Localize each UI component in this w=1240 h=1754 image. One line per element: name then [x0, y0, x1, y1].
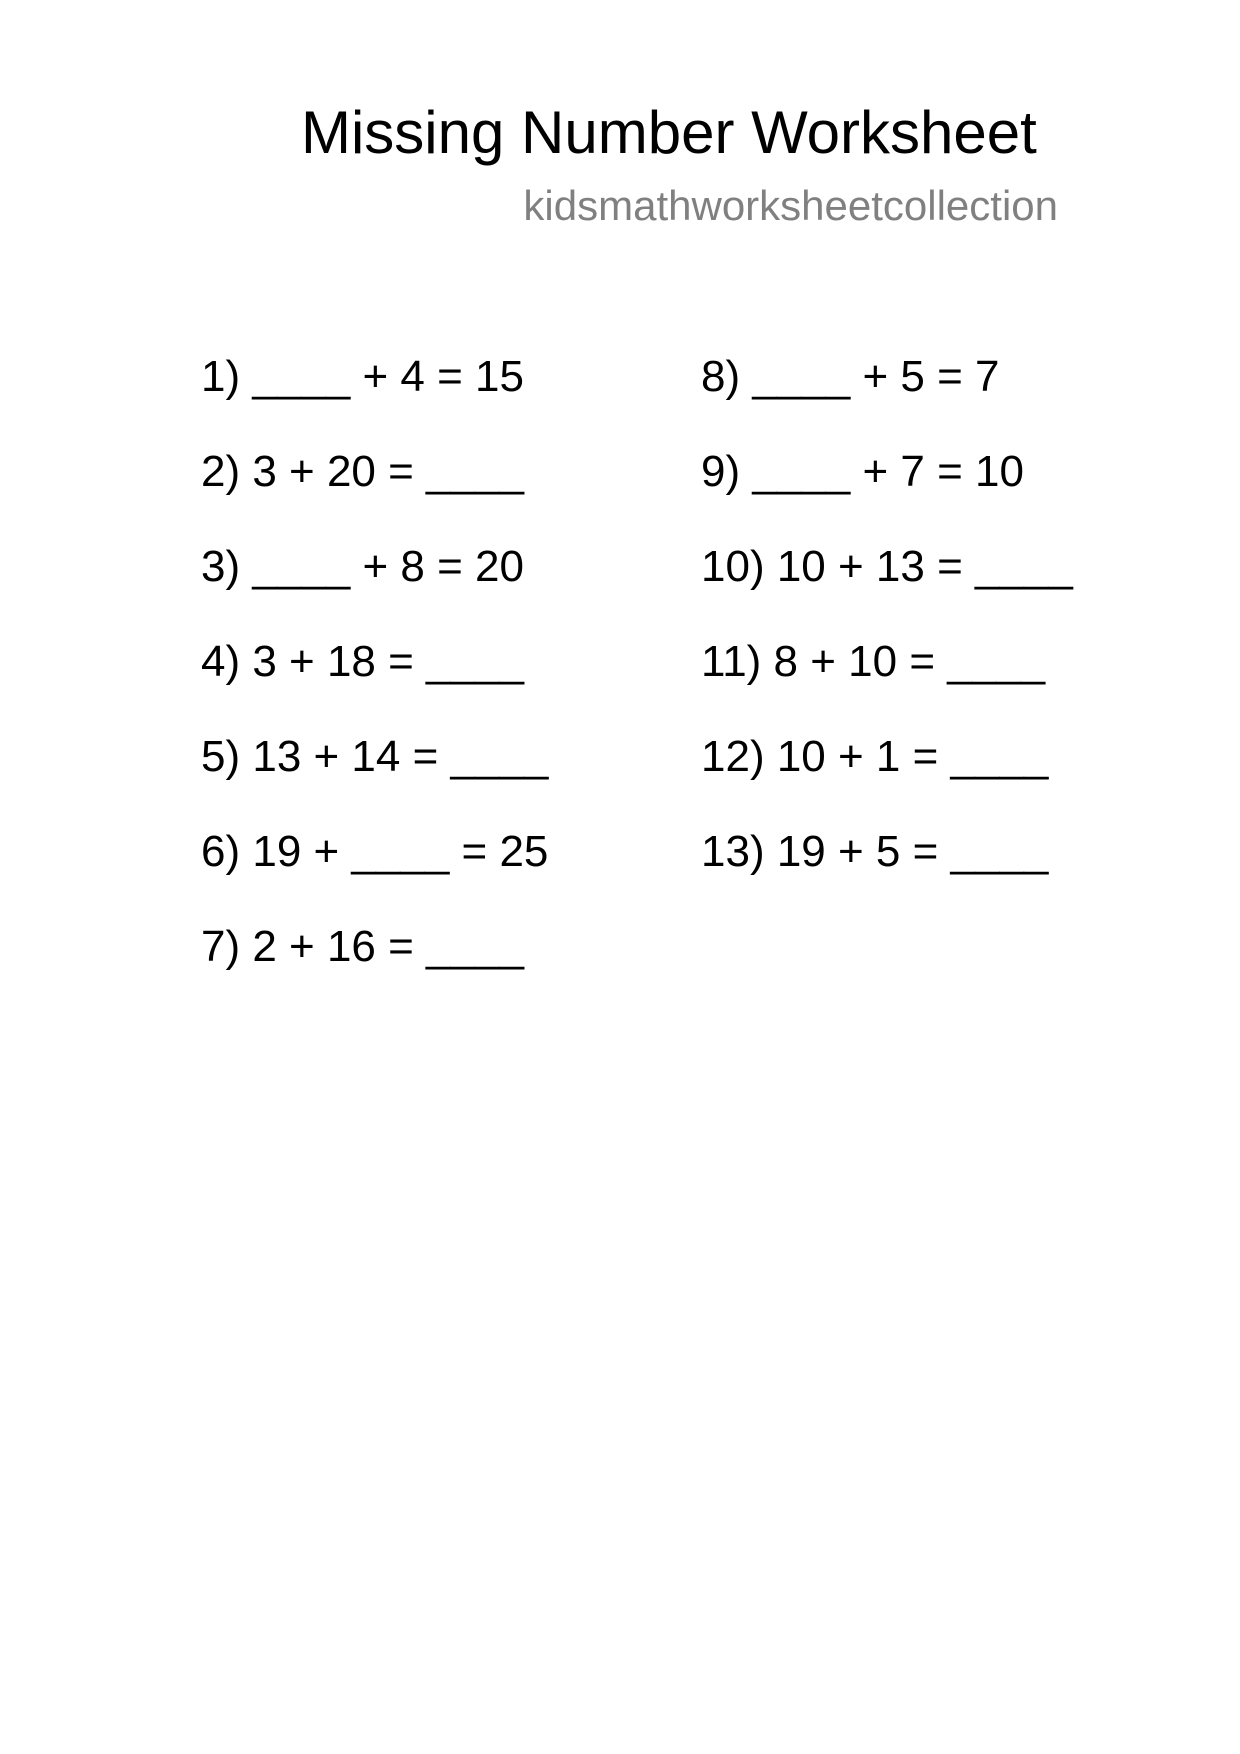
problem-11: 11) 8 + 10 = ____: [701, 637, 1046, 686]
problem-4: 4) 3 + 18 = ____: [201, 637, 524, 686]
problem-7: 7) 2 + 16 = ____: [201, 922, 524, 971]
problem-13: 13) 19 + 5 = ____: [701, 827, 1049, 876]
worksheet-title: Missing Number Worksheet: [301, 99, 1037, 166]
problem-9: 9) ____ + 7 = 10: [701, 447, 1024, 496]
problem-5: 5) 13 + 14 = ____: [201, 732, 549, 781]
worksheet-source: kidsmathworksheetcollection: [523, 182, 1058, 229]
problem-2: 2) 3 + 20 = ____: [201, 447, 524, 496]
problem-3: 3) ____ + 8 = 20: [201, 542, 524, 591]
problem-8: 8) ____ + 5 = 7: [701, 352, 1000, 401]
problem-column-right: [701, 352, 1073, 922]
problem-column-left: [201, 352, 548, 1017]
problem-12: 12) 10 + 1 = ____: [701, 732, 1049, 781]
problem-6: 6) 19 + ____ = 25: [201, 827, 549, 876]
problem-1: 1) ____ + 4 = 15: [201, 352, 524, 401]
problem-10: 10) 10 + 13 = ____: [701, 542, 1073, 591]
